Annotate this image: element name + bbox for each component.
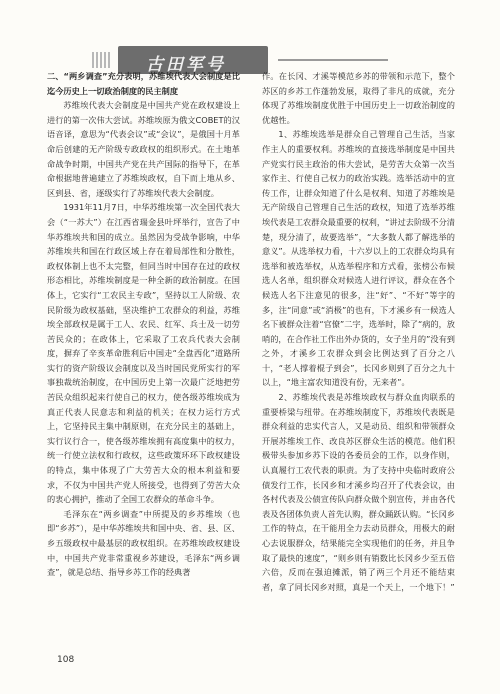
paragraph: 2、苏维埃代表是苏维埃政权与群众血肉联系的重要桥梁与纽带。在苏维埃制度下，苏维埃代表既是群众利益的忠实代言人，又是动员、组织和带领群众开展苏维埃工作、改良苏区群众生活的模范。他们积极带头参加乡苏下设的各委员会的工作，以身作则，认真履行工农代表的职责。为了支持中央临时政府公债发行工作，长冈乡和才溪乡均召开了代表会议，由各村代表及公债宣传队向群众做个别宣传，并由各代表及各团体负责人首先认购，群众踊跃认购。“长冈乡工作的特点，在干能用全力去动员群众，用极大的耐心去说服群众，结果能完全实现他们的任务，并且争取了最快的速度”，“则乡则有销数比长冈乡少至五倍六倍，反而在强迫摊派，销了两三个月还不能结束者，拿了同长冈乡对照，真是一个天上，一个地下！” <box>262 392 455 592</box>
paragraph: 作。在长冈、才溪等模范乡苏的带领和示范下，整个苏区的乡苏工作蓬勃发展，取得了非凡的成就，充分体现了苏维埃制度优胜于中国历史上一切政治制度的优越性。 <box>262 71 455 125</box>
right-column <box>262 69 455 594</box>
section-heading: 二、“两乡调查”充分表明，苏维埃代表大会制度是比迄今历史上一切政治制度的民主制度 <box>47 71 240 96</box>
page-number: 108 <box>57 655 75 665</box>
paragraph: 苏维埃代表大会制度是中国共产党在政权建设上进行的第一次伟大尝试。苏维埃原为俄文COBET的汉语音译，意思为“代表会议”或“会议”，是俄国十月革命后创建的无产阶级专政政权的组织形式。在土地革命战争时期，中国共产党在共产国际的指导下，在革命根据地普遍建立了苏维埃政权，自下而上地从乡、区到县、省，逐级实行了苏维埃代表大会制度。 <box>47 100 240 198</box>
left-column <box>47 69 240 580</box>
paragraph: 1931年11月7日，中华苏维埃第一次全国代表大会（“一苏大”）在江西省瑞金县叶坪举行，宣告了中华苏维埃共和国的成立。虽然因为受战争影响，中华苏维埃共和国在行政区域上存在着局部性和分散性，政权体制上也不太完整，但同当时中国存在过的政权形态相比，苏维埃制度是一种全新的政治制度。在国体上，它实行“工农民主专政”，坚持以工人阶级、农民阶级为政权基础，坚决维护工农群众的利益，苏维埃全部政权是属于工人、农民、红军、兵士及一切劳苦民众的；在政体上，它采取了工农兵代表大会制度，摒弃了辛亥革命胜利后中国走“全盘西化”道路所实行的资产阶级议会制度以及当时国民党所实行的军事独裁统治制度，在中国历史上第一次最广泛地把劳苦民众组织起来行使自己的权力，使各级苏维埃成为真正代表人民意志和利益的机关；在权力运行方式上，它坚持民主集中制原则，在充分民主的基础上，实行议行合一，使各级苏维埃拥有高度集中的权力，统一行使立法权和行政权，这些政策环环下政权建设的特点，集中体现了广大劳苦大众的根本利益和要求，不仅为中国共产党人所接受，也得到了劳苦大众的衷心拥护，推动了全国工农群众的革命斗争。 <box>47 202 240 505</box>
paragraph: 1、苏维埃选举是群众自己管理自己生活，当家作主人的重要权利。苏维埃的直接选举制度是中国共产党实行民主政治的伟大尝试，是劳苦大众第一次当家作主、行使自己权力的政治实践。选举活动中的宣传工作，让群众知道了什么是权利、知道了苏维埃是无产阶级自己管理自己生活的政权，知道了选举苏维埃代表是工农群众最重要的权利，“讲过去阶级不分清楚，现分清了，故要选举”，“大多数人都了解选举的意义”。从选举权力看，十六岁以上的工农群众均具有选举和被选举权，从选举程序和方式看，张榜公布候选人名单，组织群众对候选人进行评议，群众在各个候选人名下注意见的很多，注“好”、“不好”等字的多，注“同意”或“消极”的也有，下才溪乡有一候选人名下被群众注着“官僚”二字，选举时，除了“病的，放哨的，在合作社工作出外办货的，女子坐月的”没有到之外，才溪乡工农群众到会比例达到了百分之八十，“老人撑着棍子到会”，长冈乡则到了百分之九十以上，“地主富农知道没有份，无来者”。 <box>262 129 455 388</box>
section-title: 古田军号 <box>146 55 226 75</box>
paragraph: 毛泽东在“两乡调查”中所提及的乡苏维埃（也即“乡苏”），是中华苏维埃共和国中央、省、县、区、乡五级政权中最基层的政权组织。在苏维埃政权建设中，中国共产党非常重视乡苏建设，毛泽东“两乡调查”，就是总结、指导乡苏工作的经典著 <box>47 508 240 578</box>
